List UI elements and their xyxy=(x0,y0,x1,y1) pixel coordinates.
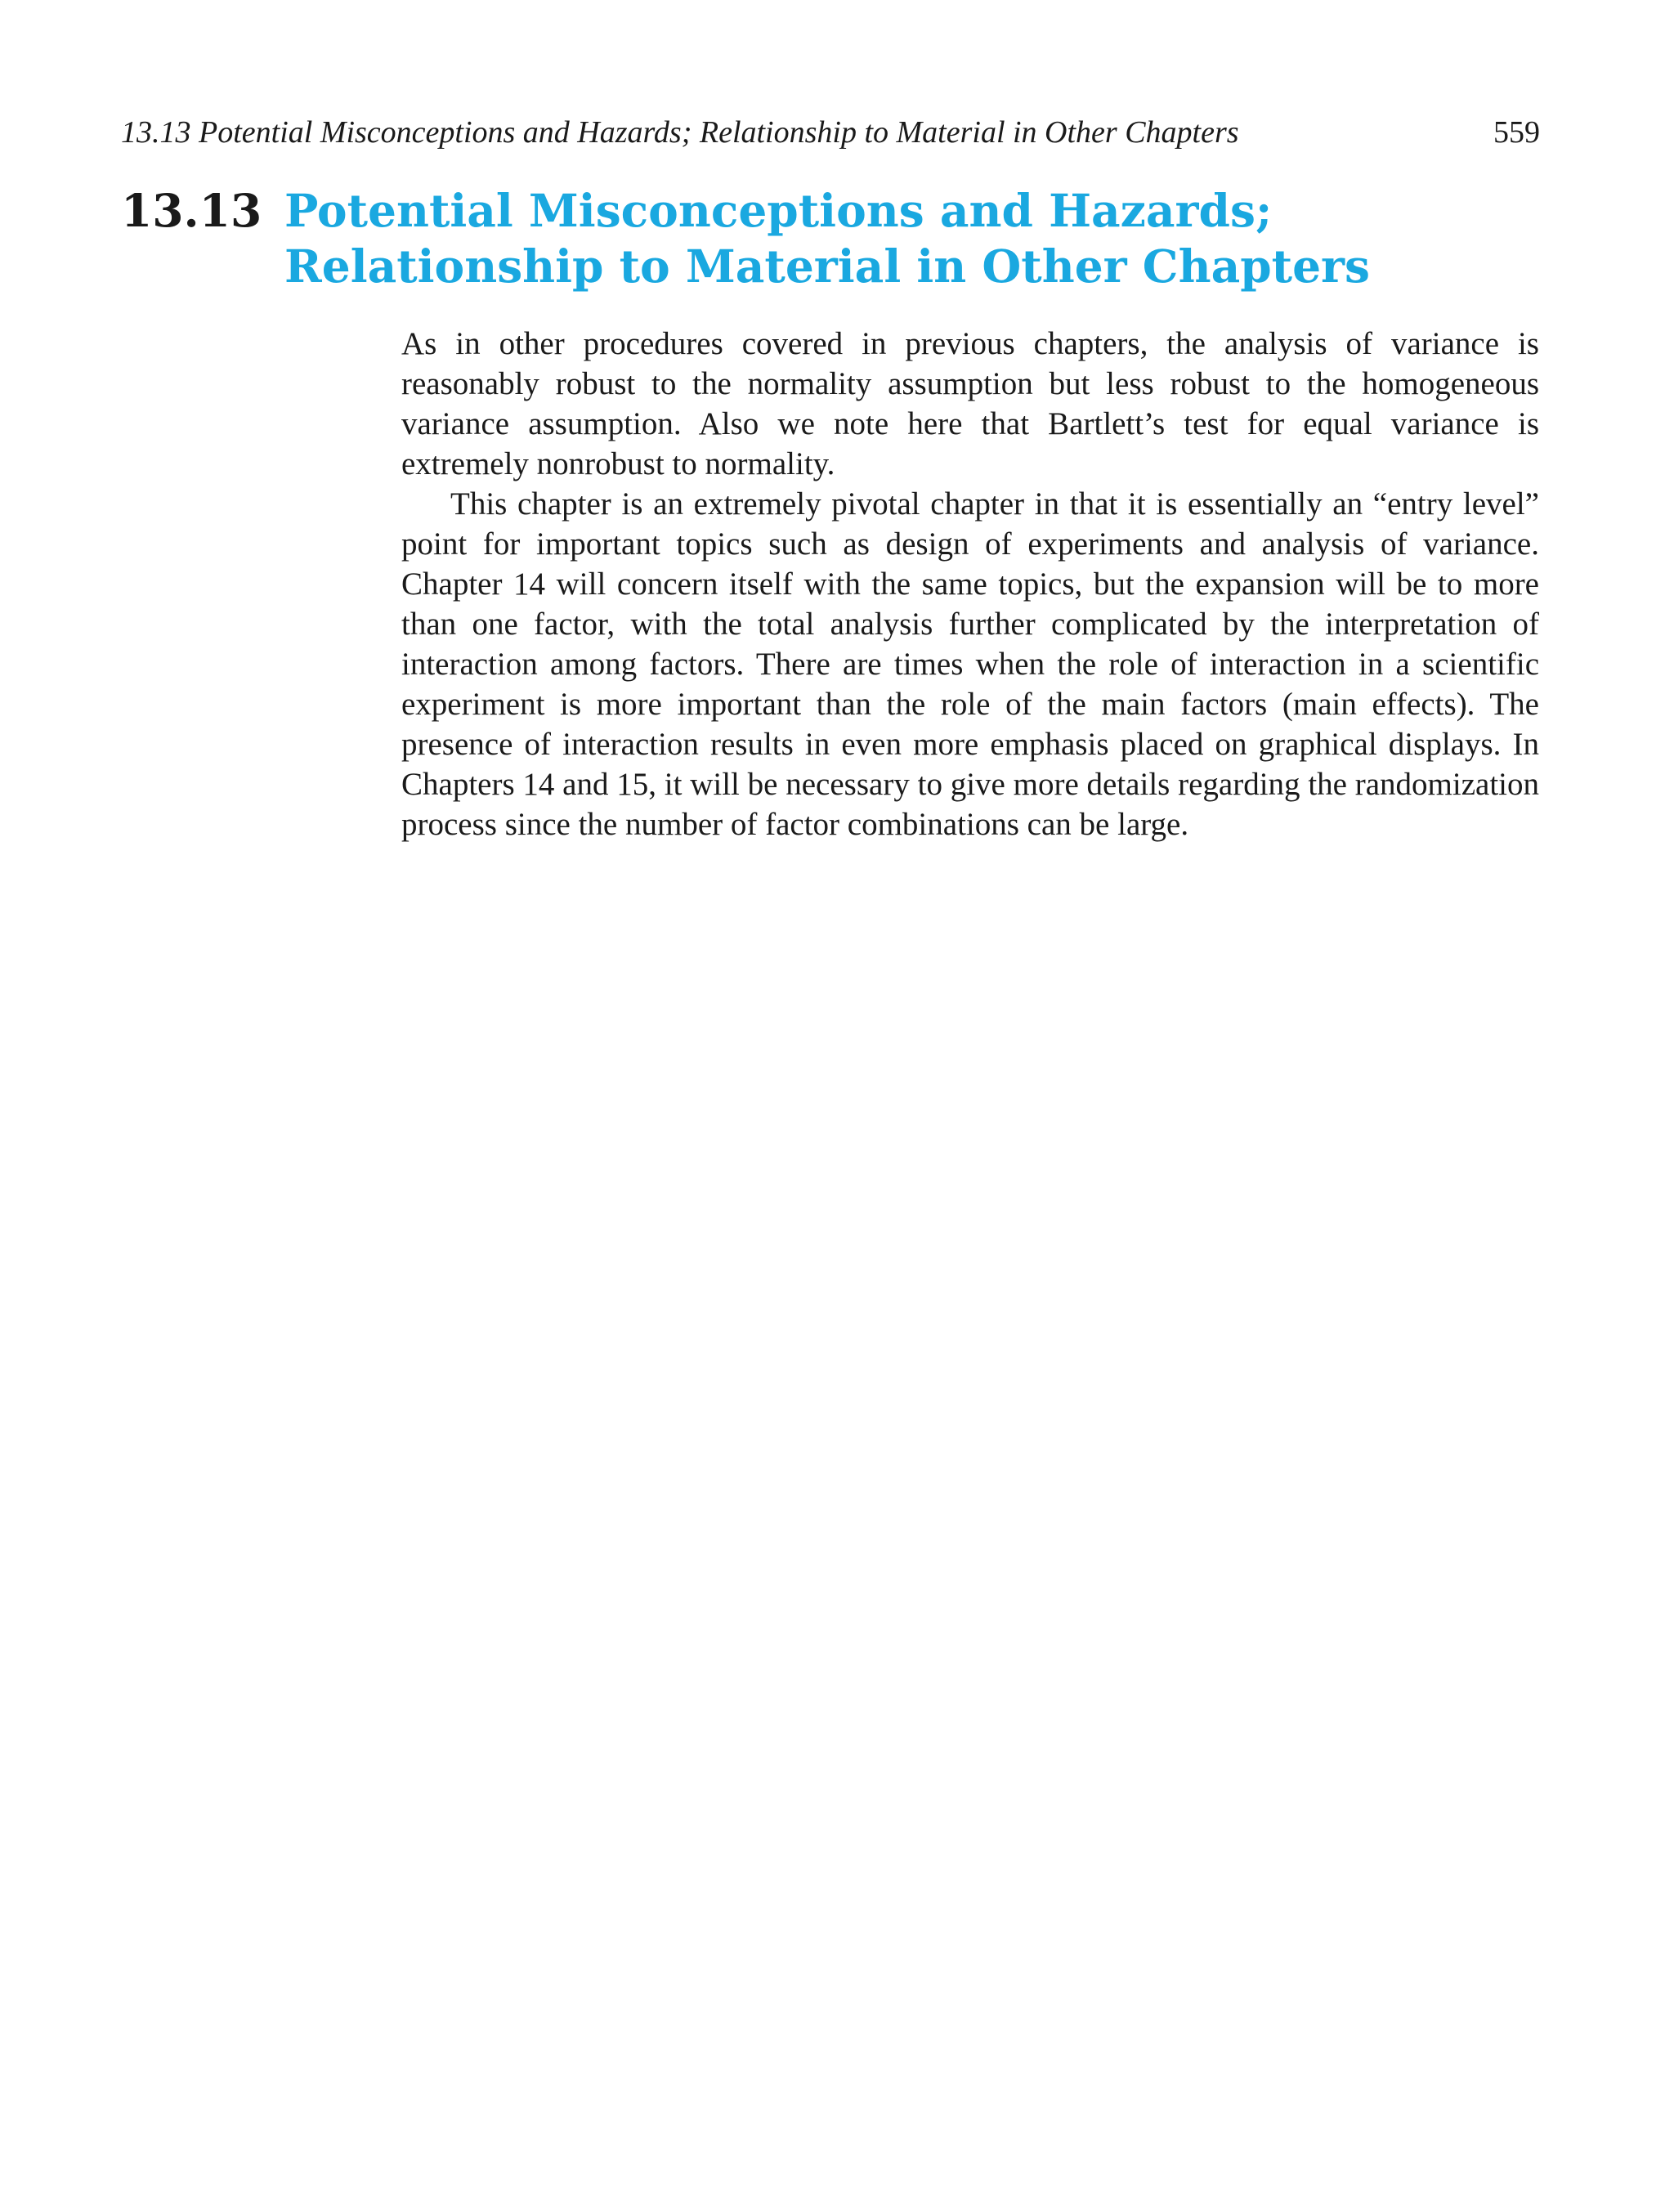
running-header-title: 13.13 Potential Misconceptions and Hazards; Relationship to Material in Other Chapters xyxy=(121,115,1239,150)
paragraph-2: This chapter is an extremely pivotal chapter in that it is essentially an “entry level” point for important topics such as design of experiments and analysis of variance. Chapter 14 will concern itself with the same topics, but the expansion will be to more than one factor, with the total analysis further complicated by the interpretation of interaction among factors. There are times when the role of interaction in a scientific experiment is more important than the role of the main factors (main effects). The presence of interaction results in even more emphasis placed on graphical displays. In Chapters 14 and 15, it will be necessary to give more details regarding the randomization process since the number of factor combinations can be large. xyxy=(401,486,1539,842)
paragraph-1: As in other procedures covered in previous chapters, the analysis of variance is reasonably robust to the normality assumption but less robust to the homogeneous variance assumption. Also we note here that Bartlett’s test for equal variance is extremely nonrobust to normality. xyxy=(401,326,1539,481)
section-title-line-1: Potential Misconceptions and Hazards; xyxy=(284,184,1273,237)
page-number: 559 xyxy=(1493,115,1540,150)
body-text xyxy=(401,324,1539,844)
running-header xyxy=(121,111,1540,154)
section-title xyxy=(284,183,1370,294)
section-title-line-2: Relationship to Material in Other Chapters xyxy=(284,240,1371,293)
section-number: 13.13 xyxy=(121,184,262,237)
